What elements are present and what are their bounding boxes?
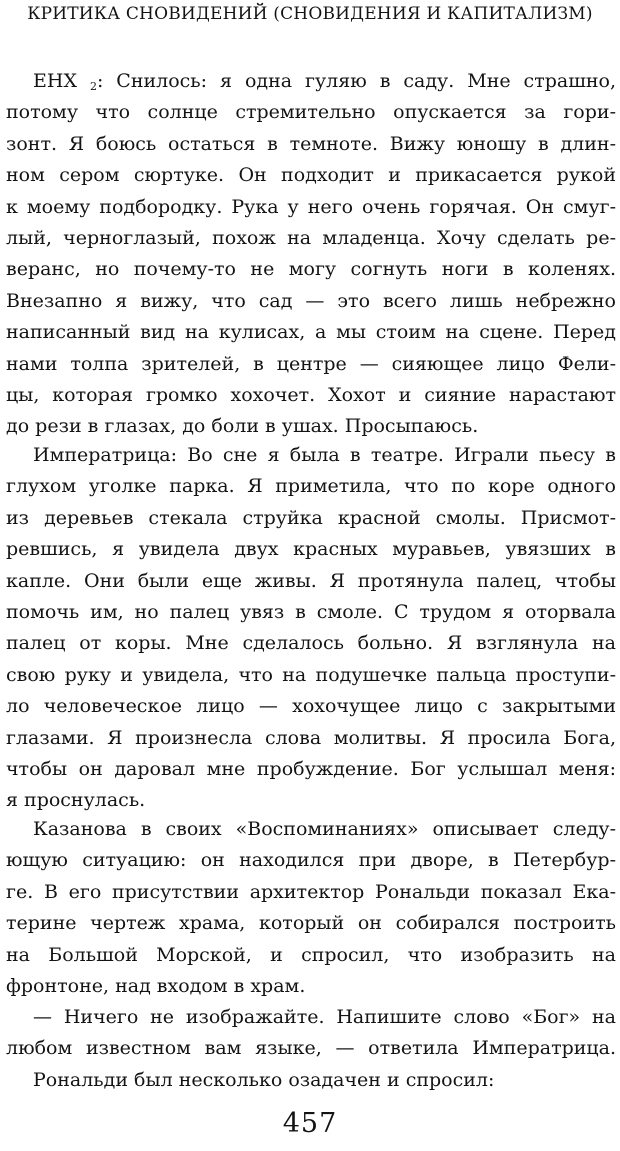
text-line: до рези в глазах, до боли в ушах. Просыпаюсь. xyxy=(6,415,479,438)
text-line: терине чертеж храма, который он собирался построить xyxy=(6,912,616,935)
text-line: палец от коры. Мне сделалось больно. Я взглянула на xyxy=(6,632,616,655)
text-line: свою руку и увидела, что на подушечке пальца проступи- xyxy=(6,663,616,686)
text-line: ном сером сюртуке. Он подходит и прикасается рукой xyxy=(6,164,616,187)
text-line: — Ничего не изображайте. Напишите слово «Бог» на xyxy=(33,1006,616,1028)
line-text: : Снилось: я одна гуляю в саду. Мне страшно, xyxy=(96,70,617,92)
text-line xyxy=(6,66,616,97)
text-line: Рональди был несколько озадачен и спросил: xyxy=(33,1069,495,1091)
text-line: потому что солнце стремительно опускается за гори- xyxy=(6,101,616,124)
paragraph-empress-reply xyxy=(6,1002,616,1065)
text-line: глазами. Я произнесла слова молитвы. Я просила Бога, xyxy=(6,726,616,749)
text-line: ревшись, я увидела двух красных муравьев, увязших в xyxy=(6,538,616,561)
paragraph-enh-dream xyxy=(6,66,616,443)
text-line: любом известном вам языке, — ответила Императрица. xyxy=(6,1037,616,1060)
text-line: капле. Они были еще живы. Я протянула палец, чтобы xyxy=(6,569,616,592)
text-line: зонт. Я боюсь остаться в темноте. Вижу юношу в длин- xyxy=(6,132,616,155)
text-line: из деревьев стекала струйка красной смолы. Присмот- xyxy=(6,506,616,529)
text-line: к моему подбородку. Рука у него очень горячая. Он смуг- xyxy=(6,195,616,218)
text-line: написанный вид на кулисах, а мы стоим на сцене. Перед xyxy=(6,321,616,344)
text-line: ге. В его присутствии архитектор Рональди показал Ека- xyxy=(6,880,616,903)
text-line: я проснулась. xyxy=(6,789,146,812)
text-line: цы, которая громко хохочет. Хохот и сияние нарастают xyxy=(6,383,616,406)
text-line: на Большой Морской, и спросил, что изобразить на xyxy=(6,943,616,966)
paragraph-ronaldi xyxy=(6,1065,616,1096)
text-line: Казанова в своих «Воспоминаниях» описывает следу- xyxy=(33,818,616,840)
speaker-label: ЕНХ xyxy=(33,70,90,92)
paragraph-casanova xyxy=(6,814,616,1002)
text-line: нами толпа зрителей, в центре — сияющее лицо Фели- xyxy=(6,352,616,375)
paragraph-empress-dream xyxy=(6,440,616,817)
text-line: помочь им, но палец увяз в смоле. С трудом я оторвала xyxy=(6,600,616,623)
text-line: глухом уголке парка. Я приметила, что по коре одного xyxy=(6,475,616,498)
text-line: фронтоне, над входом в храм. xyxy=(6,974,306,997)
running-header: КРИТИКА СНОВИДЕНИЙ (СНОВИДЕНИЯ И КАПИТАЛИЗМ) xyxy=(27,4,593,24)
text-line: ющую ситуацию: он находился при дворе, в Петербур- xyxy=(6,849,616,872)
text-line: чтобы он даровал мне пробуждение. Бог услышал меня: xyxy=(6,757,616,780)
text-line: веранс, но почему-то не могу согнуть ноги в коленях. xyxy=(6,258,616,281)
page-number: 457 xyxy=(282,1108,338,1139)
text-line: Внезапно я вижу, что сад — это всего лишь небрежно xyxy=(6,289,616,312)
text-line: лый, черноглазый, похож на младенца. Хочу сделать ре- xyxy=(6,226,616,249)
text-line: Императрица: Во сне я была в театре. Играли пьесу в xyxy=(33,444,616,466)
text-line: ло человеческое лицо — хохочущее лицо с закрытыми xyxy=(6,695,616,718)
speaker-subscript: 2 xyxy=(89,80,97,93)
